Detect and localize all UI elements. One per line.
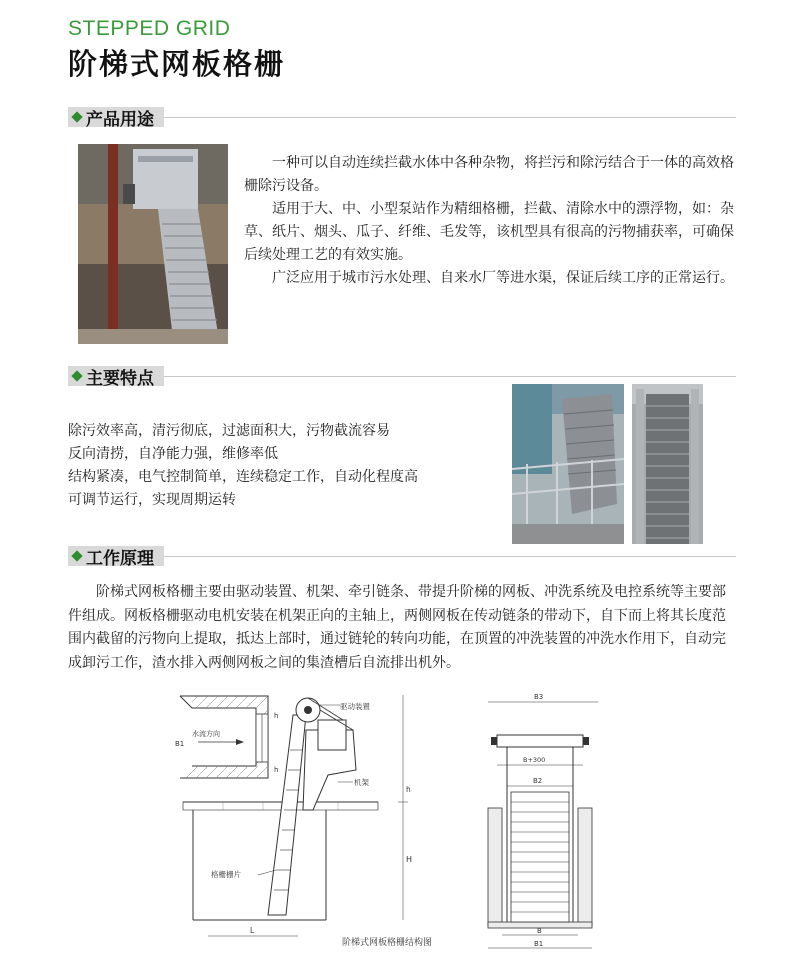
usage-paragraph-3: 广泛应用于城市污水处理、自来水厂等进水渠，保证后续工序的正常运行。: [272, 270, 734, 286]
product-photo-3: [632, 384, 703, 544]
diagram-caption: 阶梯式网板格栅结构图: [342, 938, 433, 948]
section-title-usage: 产品用途: [86, 110, 154, 130]
feature-item: 可调节运行，实现周期运转: [68, 492, 236, 508]
B3-label: B3: [534, 693, 544, 701]
frame-label: 机架: [354, 778, 369, 787]
product-photo-2: [512, 384, 624, 544]
title-en: STEPPED GRID: [68, 17, 231, 40]
flow-direction-label: 水流方向: [192, 730, 220, 738]
usage-text: [244, 152, 744, 290]
feature-item: 反向清捞，自净能力强，维修率低: [68, 446, 278, 462]
h-mid-label: h: [274, 766, 279, 774]
h-right-label: h: [406, 785, 411, 794]
section-heading-usage: [68, 105, 736, 129]
feature-item: 结构紧凑，电气控制简单，连续稳定工作，自动化程度高: [68, 469, 418, 485]
Bplus300-label: B+300: [523, 756, 546, 764]
H-label: H: [406, 855, 413, 864]
principle-text: 阶梯式网板格栅主要由驱动装置、机架、牵引链条、带提升阶梯的网板、冲洗系统及电控系统等主要部件组成。网板格栅驱动电机安装在机架正向的主轴上，两侧网板在传动链条的带动下，自下而上将其长度范围内截留的污物向上提取，抵达上部时，通过链轮的转向功能，在顶置的冲洗装置的冲洗水作用下，自动完成卸污工作，渣水排入两侧网板之间的集渣槽后自流排出机外。: [68, 584, 726, 671]
h-top-label: h: [274, 712, 279, 720]
features-list: [68, 420, 498, 512]
usage-paragraph-2: 适用于大、中、小型泵站作为精细格栅，拦截、清除水中的漂浮物，如：杂草、纸片、烟头、瓜子、纤维、毛发等，该机型具有很高的污物捕获率，可确保后续处理工艺的有效实施。: [244, 201, 734, 263]
grate-label: 格栅栅片: [211, 870, 241, 879]
usage-paragraph-1: 一种可以自动连续拦截水体中各种杂物，将拦污和除污结合于一体的高效格栅除污设备。: [244, 155, 734, 194]
side-view-diagram: [175, 690, 423, 955]
drive-label: 驱动装置: [340, 702, 370, 711]
L-label: L: [250, 926, 255, 935]
product-photo-1: [78, 144, 228, 344]
section-title-features: 主要特点: [86, 369, 154, 389]
feature-item: 除污效率高，清污彻底，过滤面积大，污物截流容易: [68, 423, 390, 439]
section-title-principle: 工作原理: [86, 549, 154, 569]
front-view-diagram: [483, 690, 605, 952]
section-heading-principle: [68, 544, 736, 568]
B1-label: B1: [534, 940, 544, 948]
b1-left-label: B1: [175, 740, 185, 748]
B-label: B: [537, 927, 542, 935]
page-title: 阶梯式网板格栅: [68, 47, 286, 81]
B2-label: B2: [533, 777, 543, 785]
